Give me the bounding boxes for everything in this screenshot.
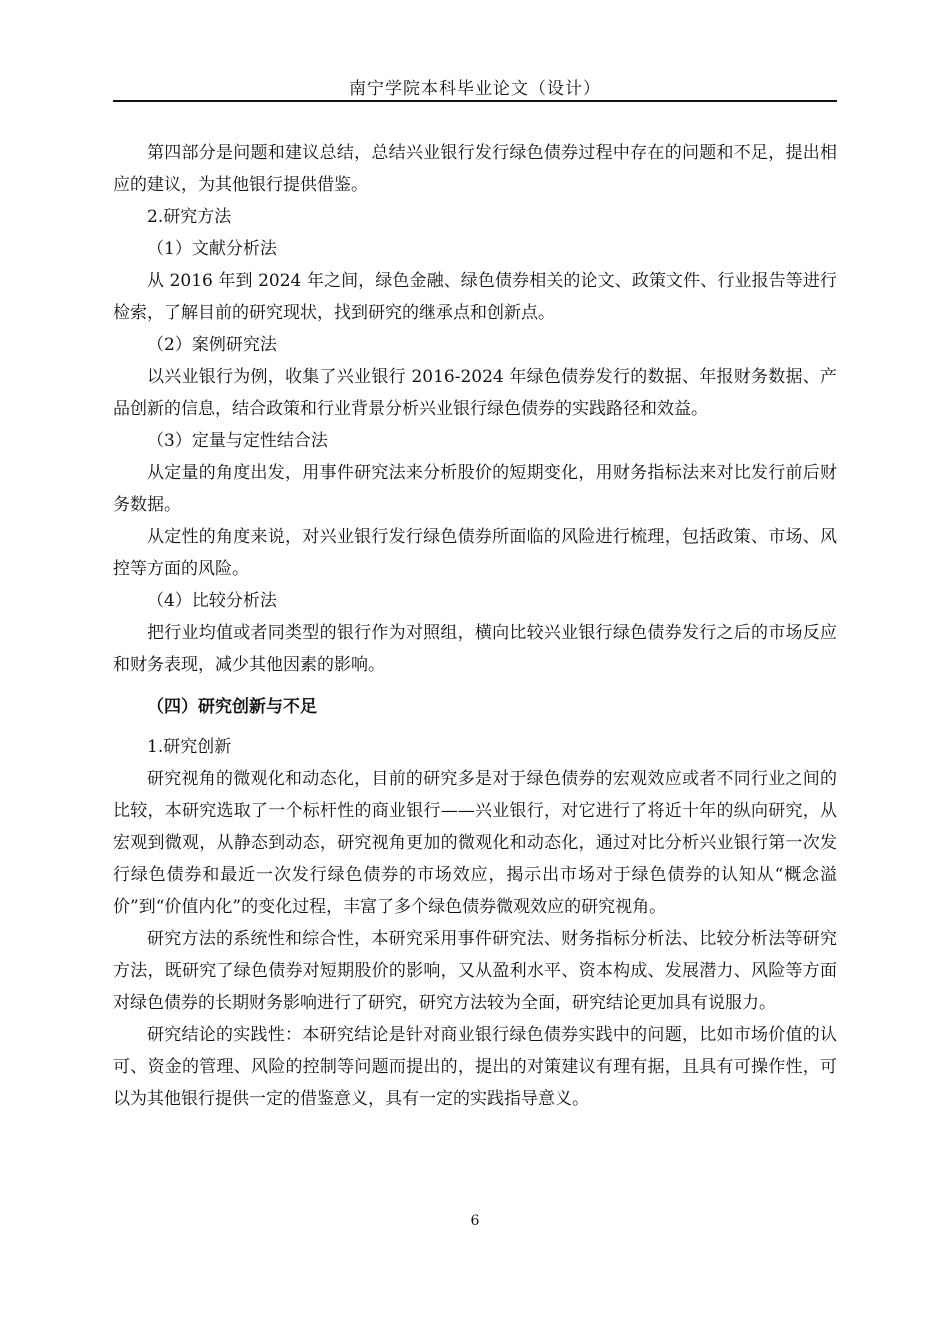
- paragraph: 第四部分是问题和建议总结，总结兴业银行发行绿色债券过程中存在的问题和不足，提出相应的建议，为其他银行提供借鉴。: [113, 143, 837, 195]
- running-header: 南宁学院本科毕业论文（设计）: [349, 79, 601, 99]
- paragraph: 把行业均值或者同类型的银行作为对照组，横向比较兴业银行绿色债券发行之后的市场反应和财务表现，减少其他因素的影响。: [113, 623, 837, 675]
- paragraph: 研究结论的实践性：本研究结论是针对商业银行绿色债券实践中的问题，比如市场价值的认可、资金的管理、风险的控制等问题而提出的，提出的对策建议有理有据，且具有可操作性，可以为其他银行提供一定的借鉴意义，具有一定的实践指导意义。: [113, 1025, 837, 1109]
- page-number: 6: [470, 1213, 480, 1229]
- subheading-innovation: 1.研究创新: [147, 737, 232, 757]
- subheading-methods: 2.研究方法: [147, 207, 232, 227]
- subheading-quant-qual-method: （3）定量与定性结合法: [147, 431, 328, 451]
- section-heading: （四）研究创新与不足: [147, 697, 317, 717]
- subheading-literature-method: （1）文献分析法: [147, 239, 277, 259]
- paragraph: 以兴业银行为例，收集了兴业银行 2016-2024 年绿色债券发行的数据、年报财务数据、产品创新的信息，结合政策和行业背景分析兴业银行绿色债券的实践路径和效益。: [113, 367, 837, 419]
- paragraph: 研究视角的微观化和动态化，目前的研究多是对于绿色债券的宏观效应或者不同行业之间的比较，本研究选取了一个标杆性的商业银行——兴业银行，对它进行了将近十年的纵向研究，从宏观到微观，从静态到动态，研究视角更加的微观化和动态化，通过对比分析兴业银行第一次发行绿色债券和最近一次发行绿色债券的市场效应，揭示出市场对于绿色债券的认知从“概念溢价”到“价值内化”的变化过程，丰富了多个绿色债券微观效应的研究视角。: [113, 769, 837, 917]
- header-rule: [113, 100, 837, 102]
- paragraph: 从 2016 年到 2024 年之间，绿色金融、绿色债券相关的论文、政策文件、行业报告等进行检索，了解目前的研究现状，找到研究的继承点和创新点。: [113, 271, 837, 323]
- subheading-case-method: （2）案例研究法: [147, 335, 277, 355]
- subheading-comparative-method: （4）比较分析法: [147, 591, 277, 611]
- paragraph: 从定性的角度来说，对兴业银行发行绿色债券所面临的风险进行梳理，包括政策、市场、风控等方面的风险。: [113, 527, 837, 579]
- page-body: [113, 137, 837, 1115]
- paragraph: 从定量的角度出发，用事件研究法来分析股价的短期变化，用财务指标法来对比发行前后财务数据。: [113, 463, 837, 515]
- paragraph: 研究方法的系统性和综合性，本研究采用事件研究法、财务指标分析法、比较分析法等研究方法，既研究了绿色债券对短期股价的影响，又从盈利水平、资本构成、发展潜力、风险等方面对绿色债券的长期财务影响进行了研究，研究方法较为全面，研究结论更加具有说服力。: [113, 929, 837, 1013]
